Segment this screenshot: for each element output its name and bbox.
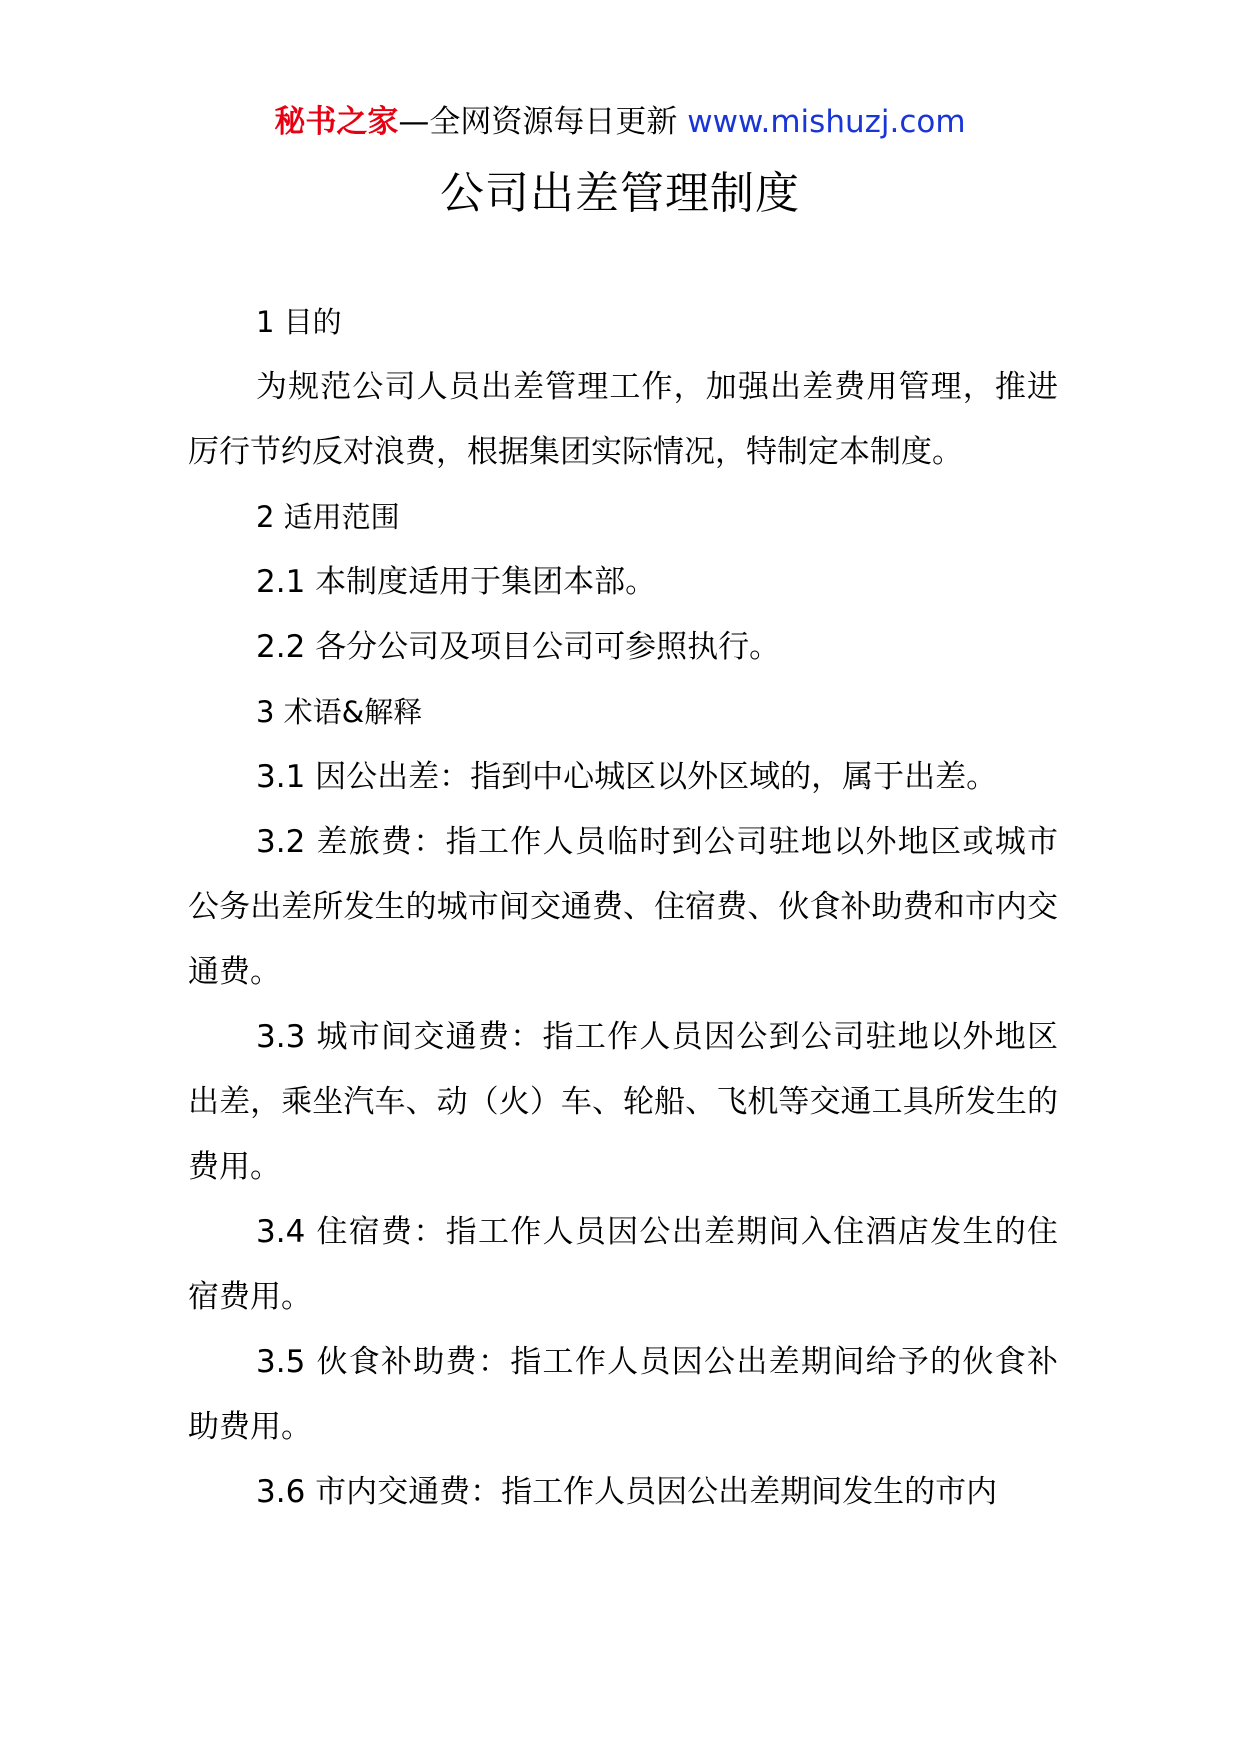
paragraph-term-3-4: 3.4 住宿费：指工作人员因公出差期间入住酒店发生的住宿费用。 — [188, 1214, 1058, 1315]
paragraph-scope-2-2: 2.2 各分公司及项目公司可参照执行。 — [256, 629, 781, 665]
site-banner — [0, 100, 1240, 144]
section-heading-scope: 2 适用范围 — [256, 500, 400, 534]
section-heading-purpose: 1 目的 — [256, 305, 342, 339]
banner-tagline: —全网资源每日更新 — [398, 104, 678, 140]
paragraph-purpose: 为规范公司人员出差管理工作，加强出差费用管理，推进厉行节约反对浪费，根据集团实际情况，特制定本制度。 — [188, 369, 1058, 470]
site-url-link[interactable]: www.mishuzj.com — [687, 104, 966, 140]
paragraph-scope-2-1: 2.1 本制度适用于集团本部。 — [256, 564, 657, 600]
paragraph-term-3-2: 3.2 差旅费：指工作人员临时到公司驻地以外地区或城市公务出差所发生的城市间交通费、住宿费、伙食补助费和市内交通费。 — [188, 824, 1058, 990]
paragraph-term-3-6: 3.6 市内交通费：指工作人员因公出差期间发生的市内 — [256, 1474, 998, 1510]
paragraph-term-3-1: 3.1 因公出差：指到中心城区以外区域的，属于出差。 — [256, 759, 998, 795]
section-heading-terms: 3 术语&解释 — [256, 695, 423, 729]
paragraph-term-3-5: 3.5 伙食补助费：指工作人员因公出差期间给予的伙食补助费用。 — [188, 1344, 1058, 1445]
brand-name: 秘书之家 — [274, 104, 399, 140]
document-body — [188, 290, 1058, 1525]
paragraph-term-3-3: 3.3 城市间交通费：指工作人员因公到公司驻地以外地区出差，乘坐汽车、动（火）车、轮船、飞机等交通工具所发生的费用。 — [188, 1019, 1058, 1185]
document-title: 公司出差管理制度 — [440, 168, 800, 219]
